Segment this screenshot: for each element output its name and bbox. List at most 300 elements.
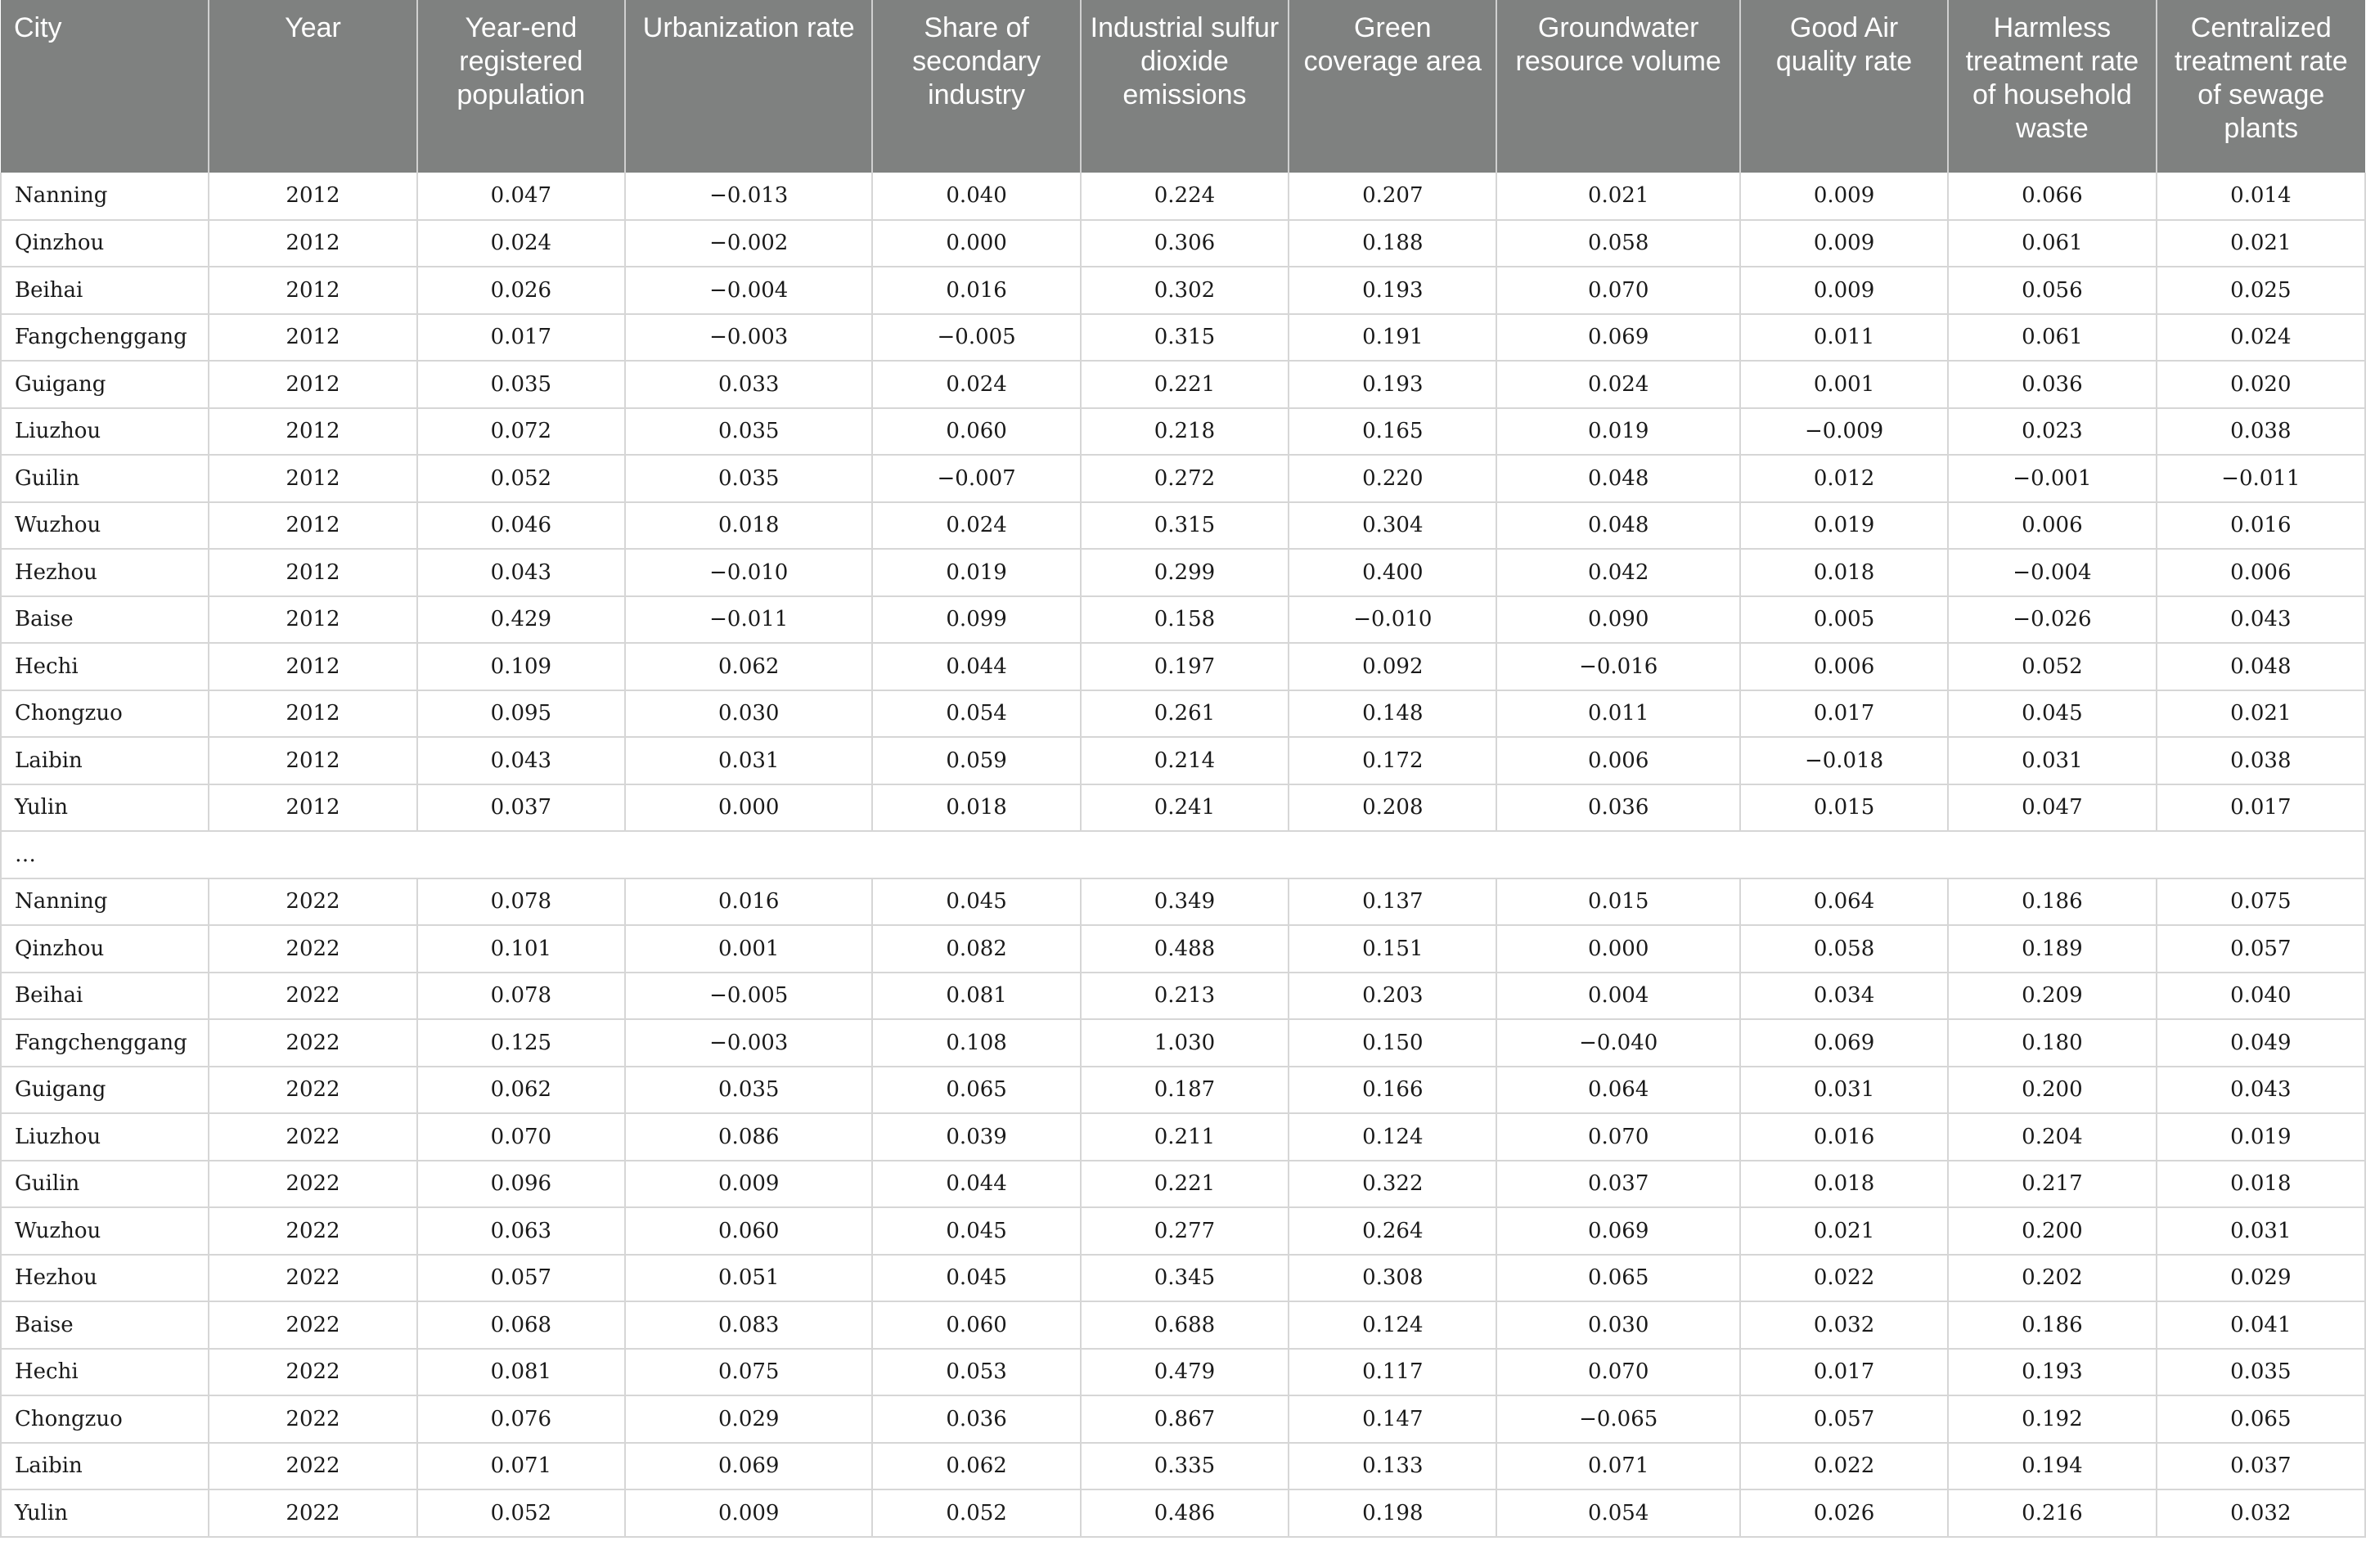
value-cell: 0.224 <box>1081 173 1289 220</box>
value-cell: 0.053 <box>872 1349 1080 1396</box>
value-cell: 0.045 <box>872 1255 1080 1302</box>
value-cell: −0.003 <box>625 1019 872 1067</box>
value-cell: 0.688 <box>1081 1301 1289 1349</box>
table-row <box>1 549 2365 596</box>
value-cell: 0.166 <box>1289 1067 1496 1114</box>
value-cell: 0.069 <box>1496 314 1739 362</box>
column-header: Year-end registered population <box>417 0 625 173</box>
year-cell: 2022 <box>209 1349 416 1396</box>
value-cell: 0.193 <box>1948 1349 2156 1396</box>
value-cell: 0.345 <box>1081 1255 1289 1302</box>
value-cell: 0.486 <box>1081 1489 1289 1537</box>
value-cell: 0.045 <box>872 1207 1080 1255</box>
city-cell: Guilin <box>1 455 209 502</box>
value-cell: 0.148 <box>1289 690 1496 738</box>
value-cell: 0.203 <box>1289 973 1496 1020</box>
ellipsis-cell: … <box>1 831 2365 878</box>
column-header: Urbanization rate <box>625 0 872 173</box>
value-cell: 0.277 <box>1081 1207 1289 1255</box>
value-cell: 0.017 <box>2157 784 2365 832</box>
value-cell: 0.069 <box>1740 1019 1948 1067</box>
value-cell: 0.194 <box>1948 1443 2156 1490</box>
value-cell: 0.032 <box>2157 1489 2365 1537</box>
value-cell: 0.264 <box>1289 1207 1496 1255</box>
value-cell: 0.019 <box>2157 1113 2365 1161</box>
year-cell: 2022 <box>209 1161 416 1208</box>
value-cell: −0.009 <box>1740 408 1948 456</box>
year-cell: 2012 <box>209 361 416 408</box>
table-row <box>1 643 2365 690</box>
value-cell: 0.070 <box>1496 267 1739 314</box>
value-cell: 0.009 <box>1740 173 1948 220</box>
value-cell: 0.117 <box>1289 1349 1496 1396</box>
column-header: Industrial sulfur dioxide emissions <box>1081 0 1289 173</box>
value-cell: 0.011 <box>1740 314 1948 362</box>
value-cell: 0.038 <box>2157 737 2365 784</box>
value-cell: 0.024 <box>872 361 1080 408</box>
value-cell: 0.001 <box>625 925 872 973</box>
value-cell: 0.217 <box>1948 1161 2156 1208</box>
value-cell: 0.197 <box>1081 643 1289 690</box>
value-cell: 0.018 <box>1740 549 1948 596</box>
table-row <box>1 1019 2365 1067</box>
value-cell: 0.024 <box>872 502 1080 550</box>
year-cell: 2012 <box>209 314 416 362</box>
value-cell: 0.026 <box>1740 1489 1948 1537</box>
value-cell: 0.061 <box>1948 314 2156 362</box>
value-cell: 0.044 <box>872 1161 1080 1208</box>
value-cell: 0.335 <box>1081 1443 1289 1490</box>
value-cell: 0.051 <box>625 1255 872 1302</box>
value-cell: 0.315 <box>1081 502 1289 550</box>
value-cell: 0.015 <box>1496 878 1739 926</box>
table-row <box>1 690 2365 738</box>
value-cell: 0.191 <box>1289 314 1496 362</box>
value-cell: 0.078 <box>417 878 625 926</box>
value-cell: 0.043 <box>2157 1067 2365 1114</box>
value-cell: 0.221 <box>1081 361 1289 408</box>
value-cell: 0.048 <box>1496 455 1739 502</box>
value-cell: −0.010 <box>625 549 872 596</box>
value-cell: 0.037 <box>417 784 625 832</box>
value-cell: 0.063 <box>417 1207 625 1255</box>
value-cell: 0.039 <box>872 1113 1080 1161</box>
value-cell: 0.048 <box>2157 643 2365 690</box>
year-cell: 2012 <box>209 643 416 690</box>
value-cell: 0.054 <box>1496 1489 1739 1537</box>
value-cell: 0.035 <box>625 455 872 502</box>
table-row <box>1 1301 2365 1349</box>
value-cell: 0.040 <box>872 173 1080 220</box>
value-cell: 0.014 <box>2157 173 2365 220</box>
value-cell: 0.001 <box>1740 361 1948 408</box>
value-cell: 0.043 <box>417 549 625 596</box>
value-cell: 0.048 <box>1496 502 1739 550</box>
value-cell: 0.016 <box>2157 502 2365 550</box>
value-cell: 0.180 <box>1948 1019 2156 1067</box>
value-cell: 0.060 <box>872 408 1080 456</box>
city-cell: Wuzhou <box>1 1207 209 1255</box>
value-cell: 0.052 <box>872 1489 1080 1537</box>
value-cell: 0.479 <box>1081 1349 1289 1396</box>
value-cell: 0.006 <box>1948 502 2156 550</box>
table-row <box>1 1349 2365 1396</box>
value-cell: 0.000 <box>872 220 1080 267</box>
value-cell: 0.192 <box>1948 1395 2156 1443</box>
table-row <box>1 314 2365 362</box>
value-cell: 0.186 <box>1948 1301 2156 1349</box>
value-cell: 0.076 <box>417 1395 625 1443</box>
value-cell: 0.400 <box>1289 549 1496 596</box>
value-cell: −0.026 <box>1948 596 2156 644</box>
value-cell: −0.013 <box>625 173 872 220</box>
value-cell: 0.057 <box>417 1255 625 1302</box>
value-cell: 0.022 <box>1740 1443 1948 1490</box>
value-cell: 0.000 <box>625 784 872 832</box>
value-cell: 0.006 <box>2157 549 2365 596</box>
value-cell: 0.070 <box>1496 1113 1739 1161</box>
value-cell: 0.019 <box>1740 502 1948 550</box>
value-cell: 0.029 <box>2157 1255 2365 1302</box>
value-cell: 0.017 <box>1740 690 1948 738</box>
year-cell: 2012 <box>209 737 416 784</box>
value-cell: 0.057 <box>1740 1395 1948 1443</box>
value-cell: 0.125 <box>417 1019 625 1067</box>
value-cell: 0.158 <box>1081 596 1289 644</box>
value-cell: 0.064 <box>1740 878 1948 926</box>
value-cell: 0.202 <box>1948 1255 2156 1302</box>
value-cell: 0.060 <box>625 1207 872 1255</box>
value-cell: 0.018 <box>625 502 872 550</box>
city-cell: Guigang <box>1 1067 209 1114</box>
value-cell: −0.001 <box>1948 455 2156 502</box>
year-cell: 2012 <box>209 690 416 738</box>
value-cell: 0.261 <box>1081 690 1289 738</box>
value-cell: 0.037 <box>2157 1443 2365 1490</box>
value-cell: 0.062 <box>625 643 872 690</box>
value-cell: 0.019 <box>872 549 1080 596</box>
value-cell: 0.066 <box>1948 173 2156 220</box>
value-cell: 0.189 <box>1948 925 2156 973</box>
city-cell: Hezhou <box>1 1255 209 1302</box>
value-cell: 0.070 <box>1496 1349 1739 1396</box>
value-cell: 0.047 <box>1948 784 2156 832</box>
value-cell: 0.193 <box>1289 361 1496 408</box>
table-row <box>1 455 2365 502</box>
column-header: Year <box>209 0 416 173</box>
city-cell: Wuzhou <box>1 502 209 550</box>
value-cell: 0.299 <box>1081 549 1289 596</box>
value-cell: 0.058 <box>1740 925 1948 973</box>
value-cell: 0.017 <box>417 314 625 362</box>
value-cell: 0.133 <box>1289 1443 1496 1490</box>
value-cell: 0.302 <box>1081 267 1289 314</box>
value-cell: 0.009 <box>1740 267 1948 314</box>
table-row <box>1 1067 2365 1114</box>
value-cell: 0.208 <box>1289 784 1496 832</box>
value-cell: 0.000 <box>1496 925 1739 973</box>
value-cell: 0.124 <box>1289 1113 1496 1161</box>
value-cell: 0.429 <box>417 596 625 644</box>
value-cell: −0.005 <box>625 973 872 1020</box>
value-cell: 0.075 <box>625 1349 872 1396</box>
value-cell: 0.065 <box>1496 1255 1739 1302</box>
table-row <box>1 737 2365 784</box>
table-row <box>1 1489 2365 1537</box>
value-cell: −0.005 <box>872 314 1080 362</box>
value-cell: 0.036 <box>1948 361 2156 408</box>
value-cell: 0.216 <box>1948 1489 2156 1537</box>
value-cell: 0.021 <box>1496 173 1739 220</box>
value-cell: 0.304 <box>1289 502 1496 550</box>
value-cell: 0.090 <box>1496 596 1739 644</box>
value-cell: 0.004 <box>1496 973 1739 1020</box>
year-cell: 2022 <box>209 1207 416 1255</box>
value-cell: 0.096 <box>417 1161 625 1208</box>
value-cell: 0.020 <box>2157 361 2365 408</box>
value-cell: −0.010 <box>1289 596 1496 644</box>
value-cell: 0.030 <box>1496 1301 1739 1349</box>
value-cell: 0.038 <box>2157 408 2365 456</box>
value-cell: 0.070 <box>417 1113 625 1161</box>
table-row <box>1 784 2365 832</box>
value-cell: 0.040 <box>2157 973 2365 1020</box>
value-cell: 0.056 <box>1948 267 2156 314</box>
value-cell: 0.006 <box>1496 737 1739 784</box>
table-row <box>1 1113 2365 1161</box>
value-cell: 0.081 <box>872 973 1080 1020</box>
value-cell: 0.036 <box>1496 784 1739 832</box>
value-cell: 0.046 <box>417 502 625 550</box>
value-cell: 0.109 <box>417 643 625 690</box>
value-cell: 0.009 <box>625 1489 872 1537</box>
city-cell: Hechi <box>1 1349 209 1396</box>
value-cell: 0.018 <box>872 784 1080 832</box>
column-header: City <box>1 0 209 173</box>
year-cell: 2022 <box>209 1489 416 1537</box>
value-cell: 0.052 <box>417 1489 625 1537</box>
value-cell: 0.072 <box>417 408 625 456</box>
city-cell: Qinzhou <box>1 220 209 267</box>
table-row <box>1 878 2365 926</box>
value-cell: 0.060 <box>872 1301 1080 1349</box>
value-cell: −0.018 <box>1740 737 1948 784</box>
city-cell: Fangchenggang <box>1 1019 209 1067</box>
table-row <box>1 596 2365 644</box>
value-cell: 0.031 <box>1740 1067 1948 1114</box>
value-cell: −0.002 <box>625 220 872 267</box>
value-cell: 0.064 <box>1496 1067 1739 1114</box>
table-row <box>1 1207 2365 1255</box>
value-cell: 0.315 <box>1081 314 1289 362</box>
value-cell: 0.029 <box>625 1395 872 1443</box>
value-cell: 0.057 <box>2157 925 2365 973</box>
value-cell: 0.086 <box>625 1113 872 1161</box>
city-cell: Qinzhou <box>1 925 209 973</box>
value-cell: 0.019 <box>1496 408 1739 456</box>
year-cell: 2012 <box>209 784 416 832</box>
value-cell: 0.200 <box>1948 1067 2156 1114</box>
value-cell: 0.015 <box>1740 784 1948 832</box>
value-cell: 0.009 <box>1740 220 1948 267</box>
value-cell: 0.031 <box>625 737 872 784</box>
year-cell: 2012 <box>209 549 416 596</box>
value-cell: 0.021 <box>2157 690 2365 738</box>
value-cell: 0.044 <box>872 643 1080 690</box>
value-cell: −0.011 <box>2157 455 2365 502</box>
value-cell: 0.021 <box>2157 220 2365 267</box>
value-cell: 0.031 <box>1948 737 2156 784</box>
table-row <box>1 361 2365 408</box>
value-cell: 0.198 <box>1289 1489 1496 1537</box>
value-cell: 0.049 <box>2157 1019 2365 1067</box>
value-cell: −0.004 <box>1948 549 2156 596</box>
city-cell: Laibin <box>1 1443 209 1490</box>
table-body <box>1 173 2365 1537</box>
table-row <box>1 1395 2365 1443</box>
value-cell: 0.058 <box>1496 220 1739 267</box>
value-cell: 0.101 <box>417 925 625 973</box>
city-cell: Beihai <box>1 973 209 1020</box>
city-cell: Nanning <box>1 173 209 220</box>
value-cell: 0.016 <box>872 267 1080 314</box>
value-cell: 0.071 <box>417 1443 625 1490</box>
value-cell: 0.021 <box>1740 1207 1948 1255</box>
year-cell: 2012 <box>209 502 416 550</box>
value-cell: 0.204 <box>1948 1113 2156 1161</box>
value-cell: 0.009 <box>625 1161 872 1208</box>
city-cell: Nanning <box>1 878 209 926</box>
value-cell: 0.193 <box>1289 267 1496 314</box>
column-header: Good Air quality rate <box>1740 0 1948 173</box>
value-cell: 0.047 <box>417 173 625 220</box>
value-cell: 0.151 <box>1289 925 1496 973</box>
value-cell: 0.211 <box>1081 1113 1289 1161</box>
value-cell: 0.165 <box>1289 408 1496 456</box>
value-cell: 0.867 <box>1081 1395 1289 1443</box>
year-cell: 2022 <box>209 1443 416 1490</box>
value-cell: 0.187 <box>1081 1067 1289 1114</box>
value-cell: 0.037 <box>1496 1161 1739 1208</box>
value-cell: 0.018 <box>2157 1161 2365 1208</box>
city-cell: Laibin <box>1 737 209 784</box>
value-cell: 0.306 <box>1081 220 1289 267</box>
table-row <box>1 1255 2365 1302</box>
value-cell: 0.045 <box>872 878 1080 926</box>
value-cell: 0.082 <box>872 925 1080 973</box>
value-cell: 0.099 <box>872 596 1080 644</box>
table-row <box>1 1443 2365 1490</box>
value-cell: 0.018 <box>1740 1161 1948 1208</box>
value-cell: 0.035 <box>625 1067 872 1114</box>
value-cell: 0.045 <box>1948 690 2156 738</box>
value-cell: 0.035 <box>625 408 872 456</box>
value-cell: 0.200 <box>1948 1207 2156 1255</box>
value-cell: 0.207 <box>1289 173 1496 220</box>
year-cell: 2022 <box>209 1067 416 1114</box>
column-header: Harmless treatment rate of household waste <box>1948 0 2156 173</box>
value-cell: 0.022 <box>1740 1255 1948 1302</box>
year-cell: 2022 <box>209 973 416 1020</box>
value-cell: 0.150 <box>1289 1019 1496 1067</box>
table-row <box>1 502 2365 550</box>
year-cell: 2012 <box>209 267 416 314</box>
value-cell: 0.036 <box>872 1395 1080 1443</box>
value-cell: 0.024 <box>1496 361 1739 408</box>
value-cell: 0.043 <box>417 737 625 784</box>
value-cell: 0.241 <box>1081 784 1289 832</box>
value-cell: 0.081 <box>417 1349 625 1396</box>
value-cell: 0.025 <box>2157 267 2365 314</box>
value-cell: 0.065 <box>872 1067 1080 1114</box>
value-cell: −0.004 <box>625 267 872 314</box>
value-cell: 0.054 <box>872 690 1080 738</box>
table-row <box>1 267 2365 314</box>
value-cell: 0.052 <box>417 455 625 502</box>
year-cell: 2012 <box>209 408 416 456</box>
year-cell: 2022 <box>209 925 416 973</box>
ellipsis-row <box>1 831 2365 878</box>
city-cell: Baise <box>1 1301 209 1349</box>
city-cell: Chongzuo <box>1 690 209 738</box>
table-row <box>1 173 2365 220</box>
value-cell: −0.011 <box>625 596 872 644</box>
value-cell: 0.011 <box>1496 690 1739 738</box>
year-cell: 2012 <box>209 596 416 644</box>
table-row <box>1 1161 2365 1208</box>
table-row <box>1 408 2365 456</box>
value-cell: 0.065 <box>2157 1395 2365 1443</box>
value-cell: 0.035 <box>2157 1349 2365 1396</box>
column-header: Share of secondary industry <box>872 0 1080 173</box>
city-cell: Guilin <box>1 1161 209 1208</box>
value-cell: 0.213 <box>1081 973 1289 1020</box>
year-cell: 2022 <box>209 878 416 926</box>
value-cell: 0.322 <box>1289 1161 1496 1208</box>
value-cell: 0.023 <box>1948 408 2156 456</box>
value-cell: 0.012 <box>1740 455 1948 502</box>
year-cell: 2022 <box>209 1395 416 1443</box>
value-cell: 0.083 <box>625 1301 872 1349</box>
city-cell: Liuzhou <box>1 1113 209 1161</box>
value-cell: 0.214 <box>1081 737 1289 784</box>
value-cell: 0.041 <box>2157 1301 2365 1349</box>
value-cell: −0.003 <box>625 314 872 362</box>
year-cell: 2022 <box>209 1301 416 1349</box>
value-cell: 0.034 <box>1740 973 1948 1020</box>
value-cell: 0.221 <box>1081 1161 1289 1208</box>
value-cell: 0.043 <box>2157 596 2365 644</box>
year-cell: 2012 <box>209 220 416 267</box>
year-cell: 2022 <box>209 1019 416 1067</box>
year-cell: 2012 <box>209 173 416 220</box>
city-cell: Fangchenggang <box>1 314 209 362</box>
value-cell: 0.349 <box>1081 878 1289 926</box>
value-cell: 0.218 <box>1081 408 1289 456</box>
value-cell: 0.092 <box>1289 643 1496 690</box>
value-cell: 0.052 <box>1948 643 2156 690</box>
value-cell: 0.016 <box>1740 1113 1948 1161</box>
value-cell: −0.065 <box>1496 1395 1739 1443</box>
value-cell: −0.016 <box>1496 643 1739 690</box>
value-cell: 0.172 <box>1289 737 1496 784</box>
header-row <box>1 0 2365 173</box>
value-cell: 0.016 <box>625 878 872 926</box>
value-cell: 0.209 <box>1948 973 2156 1020</box>
city-cell: Guigang <box>1 361 209 408</box>
column-header: Centralized treatment rate of sewage plants <box>2157 0 2365 173</box>
value-cell: −0.007 <box>872 455 1080 502</box>
